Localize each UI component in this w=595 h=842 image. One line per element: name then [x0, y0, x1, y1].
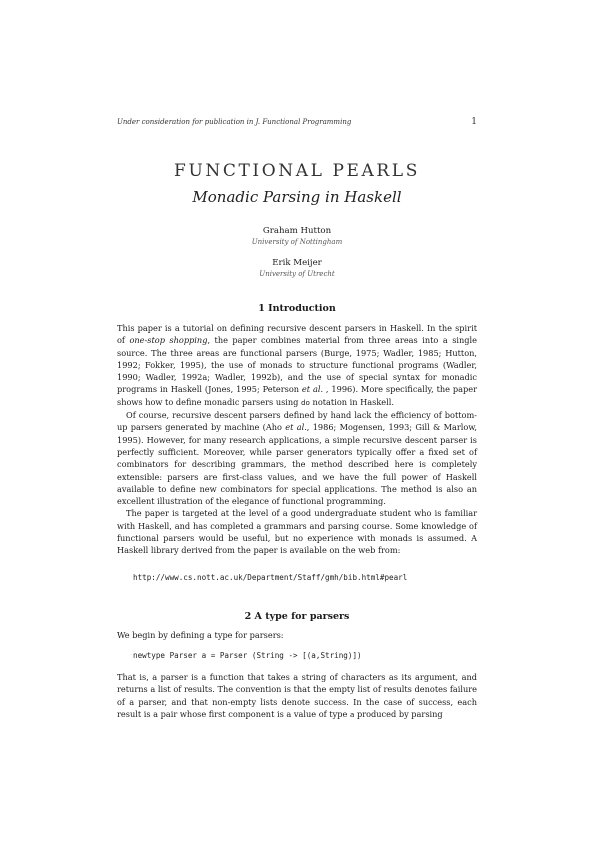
running-title: Under consideration for publication in J. Functional Programming [117, 118, 352, 126]
parser-type-code: newtype Parser a = Parser (String -> [(a,String)]) [133, 651, 362, 660]
paragraph: We begin by defining a type for parsers: [117, 630, 284, 640]
paragraph [117, 671, 477, 721]
author-affiliation: University of Nottingham [251, 238, 343, 246]
author-name: Erik Meijer [272, 258, 322, 268]
author-affiliation: University of Utrecht [259, 270, 335, 278]
paper-title: Monadic Parsing in Haskell [192, 188, 402, 206]
text-run: , 1996). More specifically, the paper shows how to define monadic parsers using [117, 384, 477, 407]
library-url[interactable]: http://www.cs.nott.ac.uk/Department/Staff/gmh/bib.html#pearl [133, 573, 408, 582]
paragraph [117, 409, 477, 507]
text-run: produced by parsing [354, 708, 443, 719]
section-heading-type-for-parsers: 2 A type for parsers [244, 611, 350, 622]
text-run: , the paper combines material from three areas into a single source. The three areas are functional parsers (Burge, 1975; Wadler, 1985; Hutton, 1992; Fokker, 1995), the use of monads to structure functional programs (Wadler, 1990; Wadler, 1992a; Wadler, 1992b), and the use of special syntax for monadic programs in Haskell (Jones, 1995; Peterson [117, 335, 477, 395]
page-number: 1 [471, 117, 477, 127]
author-2 [117, 258, 477, 280]
text-run: , 1986; Mogensen, 1993; Gill & Marlow, 1995). However, for many research applications, a simple recursive descent parser is perfectly sufficient. Moreover, while parser generators typically offer a fixed set of combinators for describing grammars, the method described here is completely extensible: parsers are first-class values, and we have the full power of Haskell available to define new combinators for special applications. The method is also an excellent illustration of the elegance of functional programming. [117, 422, 477, 507]
emphasis: et al. [285, 422, 307, 433]
introduction-body [117, 322, 477, 557]
author-1 [117, 226, 477, 248]
inline-code: do [301, 397, 310, 407]
section-2-body [117, 671, 477, 721]
author-name: Graham Hutton [262, 226, 332, 236]
running-header [117, 117, 477, 127]
text-run: This paper is a tutorial on defining recursive descent parsers in Haskell. In the spirit of [117, 323, 477, 346]
emphasis: et al. [301, 384, 324, 395]
text-run: That is, a parser is a function that takes a string of characters as its argument, and returns a list of results. The convention is that the empty list of results denotes failure of a parser, and that non-empty lists denote success. In the case of success, each result is a pair whose first component is a value of type [117, 672, 477, 719]
emphasis: one-stop shopping [129, 335, 208, 346]
paragraph: The paper is targeted at the level of a good undergraduate student who is familiar with Haskell, and has completed a grammars and parsing course. Some knowledge of functional parsers would be useful, but no experience with monads is assumed. A Haskell library derived from the paper is available on the web from: [117, 508, 477, 556]
text-run: notation in Haskell. [309, 396, 394, 407]
section-heading-introduction: 1 Introduction [258, 303, 336, 314]
title-block [117, 160, 477, 207]
paragraph [117, 322, 477, 409]
text-run: Of course, recursive descent parsers defined by hand lack the efficiency of bottom-up parsers generated by machine (Aho [117, 410, 477, 433]
section-2-intro [117, 629, 477, 641]
inline-code: a [349, 709, 355, 719]
series-title: FUNCTIONAL PEARLS [174, 161, 420, 181]
